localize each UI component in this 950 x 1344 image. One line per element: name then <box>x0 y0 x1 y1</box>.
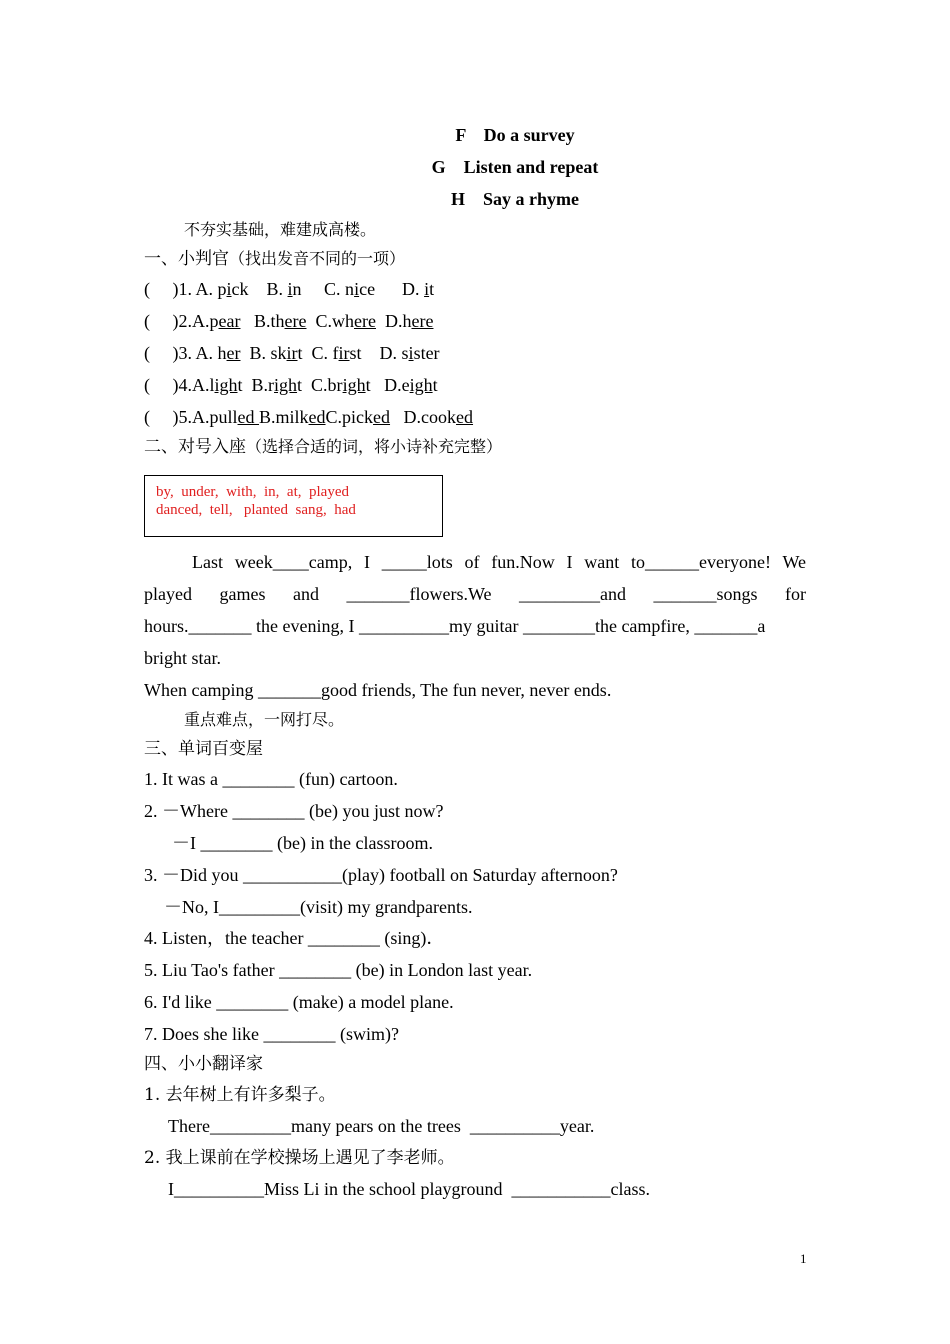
underlined-letters: er <box>226 343 241 363</box>
underlined-letters: igh <box>214 375 238 395</box>
answer-paren[interactable]: ( <box>144 375 173 395</box>
underlined-letters: ere <box>284 311 307 331</box>
option-text: t B.r <box>237 375 275 395</box>
option-text: B.th <box>240 311 285 331</box>
underlined-letters: ere <box>354 311 376 331</box>
heading-f: F Do a survey <box>455 125 575 145</box>
underlined-letters: i <box>408 343 414 363</box>
answer-paren[interactable]: ( <box>144 311 173 331</box>
heading-g: G Listen and repeat <box>431 157 599 177</box>
item-number: )3. <box>172 343 192 363</box>
option-text: n C. n <box>292 279 355 299</box>
option-text: t <box>429 279 435 299</box>
option-text: C.pick <box>325 407 374 427</box>
option-text: A. p <box>192 279 227 299</box>
section3-title: 三、单词百变屋 <box>144 739 263 759</box>
underlined-letters: ir <box>286 343 298 363</box>
page-number: 1 <box>800 1251 807 1266</box>
s3-line: 2. －Where ________ (be) you just now? <box>144 801 444 821</box>
option-text: A.l <box>192 375 215 395</box>
option-text: B.milk <box>259 407 309 427</box>
word-box-line-1: by, under, with, in, at, played <box>156 484 349 500</box>
underlined-letters: ed <box>456 407 474 427</box>
motto-2: 重点难点，一网打尽。 <box>184 710 345 729</box>
s3-line: 5. Liu Tao's father ________ (be) in London last year. <box>144 960 533 980</box>
item-number: )5. <box>172 407 192 427</box>
judge-item <box>144 406 473 428</box>
underlined-letters: i <box>354 279 360 299</box>
s3-line: 3. －Did you ___________(play) football on Saturday afternoon? <box>144 865 618 885</box>
passage-line-1: Last week____camp, I _____lots of fun.Now I want to______everyone! We <box>192 552 806 572</box>
option-text: B. sk <box>240 343 287 363</box>
option-text: t C. f <box>297 343 339 363</box>
option-text: t C.br <box>297 375 343 395</box>
item-number: )2. <box>172 311 192 331</box>
s3-line: －I ________ (be) in the classroom. <box>172 833 433 853</box>
answer-paren[interactable]: ( <box>144 343 173 363</box>
underlined-letters: i <box>287 279 293 299</box>
underlined-letters: ed <box>373 407 391 427</box>
underlined-letters: ir <box>338 343 350 363</box>
option-text: t D.e <box>365 375 410 395</box>
option-text: ck B. <box>231 279 288 299</box>
underlined-letters: ere <box>411 311 434 331</box>
s3-line: －No, I_________(visit) my grandparents. <box>164 897 473 917</box>
word-box <box>144 475 443 537</box>
option-text: D.h <box>375 311 412 331</box>
judge-item <box>144 278 434 300</box>
underlined-letters: ed <box>237 407 260 427</box>
s3-line: 1. It was a ________ (fun) cartoon. <box>144 769 398 789</box>
section1-title: 一、小判官（找出发音不同的一项） <box>144 249 406 269</box>
underlined-letters: igh <box>409 375 433 395</box>
item-number: )1. <box>172 279 192 299</box>
option-text: A.pull <box>192 407 238 427</box>
s4-cn-1: 1. 去年树上有许多梨子。 <box>144 1085 336 1105</box>
option-text: D.cook <box>390 407 457 427</box>
option-text: C.wh <box>306 311 354 331</box>
option-text: ce D. <box>359 279 425 299</box>
motto-1: 不夯实基础，难建成高楼。 <box>184 220 377 239</box>
answer-paren[interactable]: ( <box>144 279 173 299</box>
underlined-letters: i <box>226 279 232 299</box>
s4-cn-2: 2. 我上课前在学校操场上遇见了李老师。 <box>144 1148 455 1168</box>
option-text: st D. s <box>349 343 409 363</box>
underlined-letters: ed <box>308 407 326 427</box>
underlined-letters: igh <box>274 375 298 395</box>
passage-line-2: played games and _______flowers.We _________and _______songs for <box>144 584 806 604</box>
heading-h: H Say a rhyme <box>450 189 579 209</box>
answer-paren[interactable]: ( <box>144 407 173 427</box>
passage-line-3: hours._______ the evening, I __________my guitar ________the campfire, _______a <box>144 616 766 636</box>
option-text: A.p <box>192 311 219 331</box>
s3-line: 6. I'd like ________ (make) a model plane. <box>144 992 454 1012</box>
item-number: )4. <box>172 375 192 395</box>
s3-line: 4. Listen，the teacher ________ (sing)． <box>144 928 445 948</box>
option-text: ster <box>413 343 440 363</box>
underlined-letters: i <box>424 279 430 299</box>
underlined-letters: igh <box>342 375 366 395</box>
s4-en-2: I__________Miss Li in the school playground ___________class. <box>168 1179 650 1199</box>
judge-item <box>144 342 440 364</box>
option-text: t <box>432 375 438 395</box>
option-text: A. h <box>192 343 227 363</box>
passage-line-4: bright star. <box>144 648 221 668</box>
section2-title: 二、对号入座（选择合适的词，将小诗补充完整） <box>144 437 503 457</box>
word-box-line-2: danced, tell, planted sang, had <box>156 502 356 518</box>
s3-line: 7. Does she like ________ (swim)? <box>144 1024 399 1044</box>
judge-item <box>144 310 433 332</box>
s4-en-1: There_________many pears on the trees __________year. <box>168 1116 595 1136</box>
section4-title: 四、小小翻译家 <box>144 1054 263 1074</box>
passage-line-5: When camping _______good friends, The fun never, never ends. <box>144 680 612 700</box>
underlined-letters: ear <box>218 311 241 331</box>
judge-item <box>144 374 438 396</box>
